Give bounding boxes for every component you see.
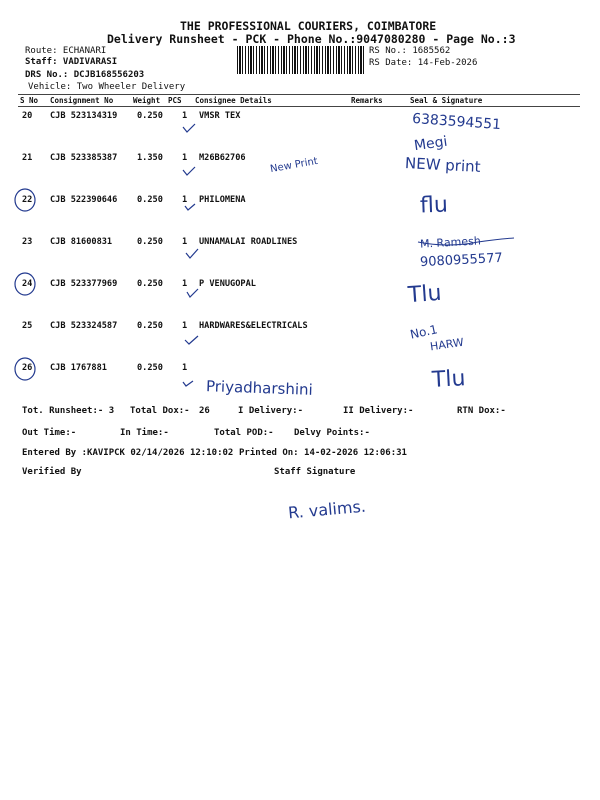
col-remarks: Remarks <box>351 96 383 105</box>
staff-signature-label: Staff Signature <box>274 467 356 477</box>
total-dox-label: Total Dox:- <box>130 406 190 416</box>
out-time-label: Out Time:- <box>22 428 77 438</box>
handwritten-signature: NEW print <box>404 154 481 176</box>
row-sno: 22 <box>22 195 33 205</box>
total-pod-label: Total POD:- <box>214 428 274 438</box>
check-mark-icon <box>185 204 195 210</box>
row-sno: 21 <box>22 153 33 163</box>
check-mark-icon <box>185 336 198 344</box>
check-mark-icon <box>183 381 193 386</box>
delvy-points-label: Delvy Points:- <box>294 428 370 438</box>
col-pcs: PCS <box>168 96 182 105</box>
printed-on: Printed On: 14-02-2026 12:06:31 <box>239 448 407 458</box>
row-consignee: PHILOMENA <box>199 195 246 205</box>
row-consignee: HARDWARES&ELECTRICALS <box>199 321 308 331</box>
col-seal: Seal & Signature <box>410 96 483 105</box>
col-weight: Weight <box>133 96 161 105</box>
row-consignee: P VENUGOPAL <box>199 279 256 289</box>
verified-by: Verified By <box>22 467 82 477</box>
row-weight: 0.250 <box>137 321 163 331</box>
row-consignment: CJB 522390646 <box>50 195 118 205</box>
col-consignment: Consignment No <box>50 96 114 105</box>
circle-mark <box>15 358 35 380</box>
row-consignee: M26B62706 <box>199 153 246 163</box>
entered-by: Entered By :KAVIPCK 02/14/2026 12:10:02 <box>22 448 234 458</box>
row-weight: 0.250 <box>137 237 163 247</box>
company-title: THE PROFESSIONAL COURIERS, COIMBATORE <box>180 19 437 33</box>
route-label: Route: ECHANARI <box>25 46 107 56</box>
row-pcs: 1 <box>182 321 188 331</box>
handwritten-name: Megi <box>413 133 449 155</box>
in-time-label: In Time:- <box>120 428 169 438</box>
row-pcs: 1 <box>182 237 188 247</box>
handwritten-phone: 6383594551 <box>411 110 502 134</box>
row-consignment: CJB 523377969 <box>50 279 118 289</box>
circle-mark <box>15 189 35 211</box>
rs-number: RS No.: 1685562 <box>369 46 451 56</box>
col-consignee: Consignee Details <box>195 96 272 105</box>
row-sno: 23 <box>22 237 33 247</box>
row-consignee: UNNAMALAI ROADLINES <box>199 237 298 247</box>
row-sno: 26 <box>22 363 33 373</box>
handwritten-signature: Tlu <box>407 280 443 309</box>
row-pcs: 1 <box>182 111 188 121</box>
handwritten-signature: flu <box>419 192 449 219</box>
handwritten-name: Priyadharshini <box>205 377 314 399</box>
handwritten-signature: Tlu <box>431 366 467 393</box>
total-dox-value: 26 <box>199 406 210 416</box>
drs-label: DRS No.: DCJB168556203 <box>25 70 145 80</box>
row-consignee: VMSR TEX <box>199 111 241 121</box>
row-weight: 1.350 <box>137 153 163 163</box>
staff-label: Staff: VADIVARASI <box>25 57 118 67</box>
handwritten-remark: New Print <box>269 155 319 176</box>
row-pcs: 1 <box>182 363 188 373</box>
ii-delivery-label: II Delivery:- <box>343 406 414 416</box>
row-consignment: CJB 523385387 <box>50 153 118 163</box>
handwritten-phone: 9080955577 <box>419 250 504 271</box>
row-weight: 0.250 <box>137 111 163 121</box>
row-weight: 0.250 <box>137 363 163 373</box>
total-runsheet: Tot. Runsheet:- 3 <box>22 406 115 416</box>
i-delivery-label: I Delivery:- <box>238 406 304 416</box>
col-sno: S No <box>20 96 39 105</box>
row-sno: 25 <box>22 321 33 331</box>
row-consignment: CJB 1767881 <box>50 363 107 373</box>
check-mark-icon <box>186 249 198 258</box>
check-mark-icon <box>183 124 195 132</box>
check-mark-icon <box>183 167 195 175</box>
handwritten-name: M. Ramesh <box>419 234 482 251</box>
staff-handwritten-signature: R. valims. <box>287 496 367 523</box>
row-consignment: CJB 81600831 <box>50 237 113 247</box>
row-consignment: CJB 523324587 <box>50 321 118 331</box>
row-sno: 20 <box>22 111 33 121</box>
vehicle-label: Vehicle: Two Wheeler Delivery <box>28 82 186 92</box>
rs-date: RS Date: 14-Feb-2026 <box>369 58 478 68</box>
row-weight: 0.250 <box>137 279 163 289</box>
runsheet-subtitle: Delivery Runsheet - PCK - Phone No.:9047080280 - Page No.:3 <box>107 32 516 46</box>
row-pcs: 1 <box>182 279 188 289</box>
check-mark-icon <box>187 289 198 297</box>
row-pcs: 1 <box>182 195 188 205</box>
row-weight: 0.250 <box>137 195 163 205</box>
row-pcs: 1 <box>182 153 188 163</box>
handwritten-signature: HARW <box>429 335 465 354</box>
handwritten-signature: No.1 <box>408 322 439 342</box>
row-sno: 24 <box>22 279 33 289</box>
row-consignment: CJB 523134319 <box>50 111 118 121</box>
circle-mark <box>15 273 35 295</box>
rtn-dox-label: RTN Dox:- <box>457 406 506 416</box>
